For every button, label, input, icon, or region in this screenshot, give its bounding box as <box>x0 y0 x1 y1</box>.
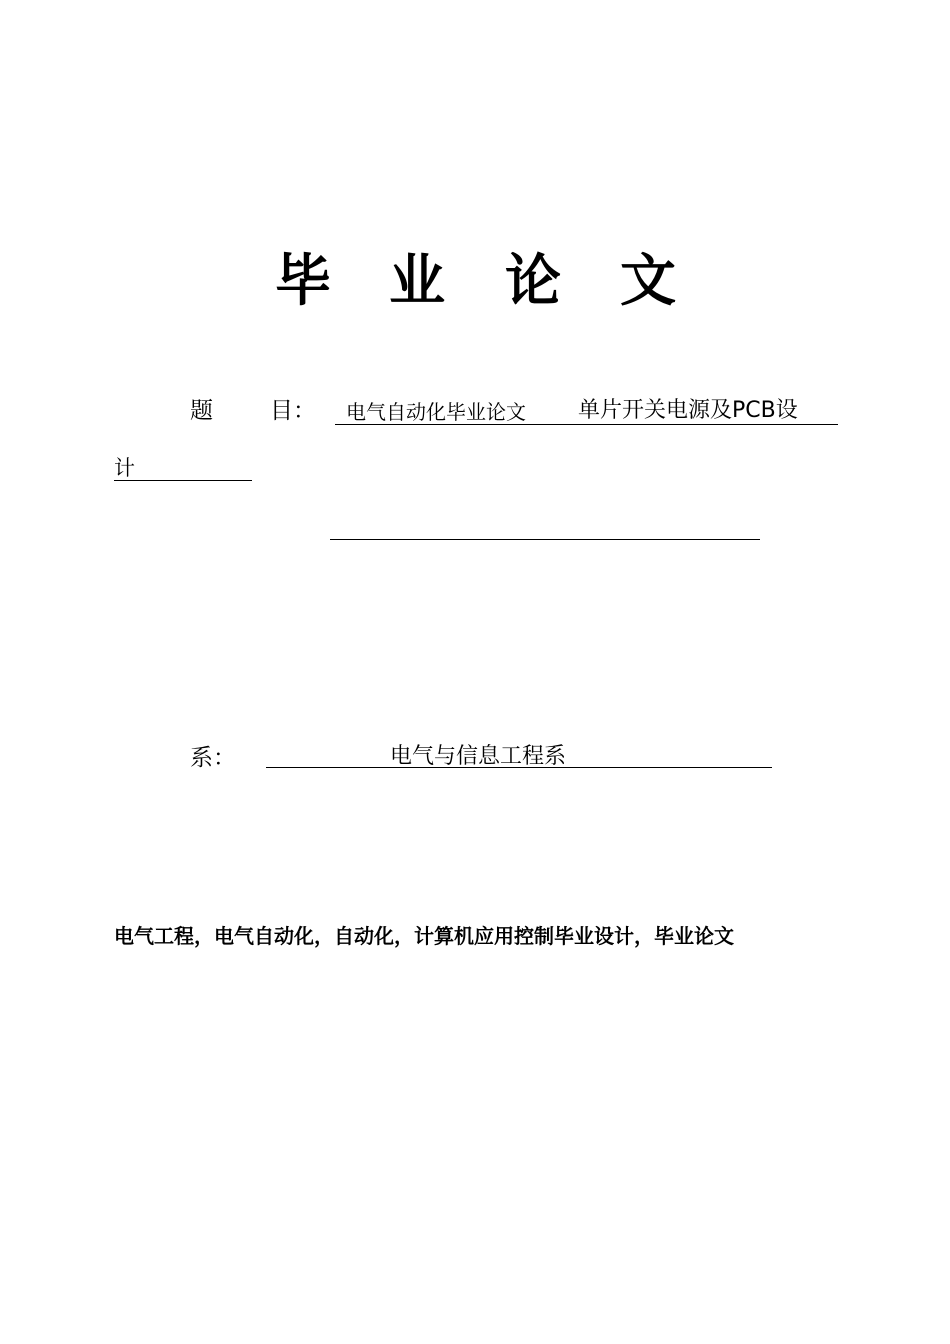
topic-label-char-1: 题 <box>190 398 213 424</box>
topic-underline-continuation <box>114 480 252 481</box>
title-char: 文 <box>620 249 676 314</box>
department-label: 系： <box>190 745 236 771</box>
topic-value-part2: 单片开关电源及PCB设 <box>578 398 798 423</box>
topic-value-continuation: 计 <box>114 456 135 480</box>
cover-title <box>0 247 950 317</box>
topic-label-char-2: 目： <box>270 398 316 424</box>
title-char: 毕 <box>275 249 331 314</box>
topic-underline <box>335 424 838 425</box>
department-value: 电气与信息工程系 <box>390 744 567 769</box>
topic-value-part1: 电气自动化毕业论文 <box>346 400 526 424</box>
topic-blank-line <box>330 539 760 540</box>
department-underline <box>266 767 772 768</box>
keywords-line: 电气工程，电气自动化，自动化，计算机应用控制毕业设计，毕业论文 <box>114 924 734 948</box>
title-char: 论 <box>505 249 561 314</box>
title-char: 业 <box>389 249 445 314</box>
